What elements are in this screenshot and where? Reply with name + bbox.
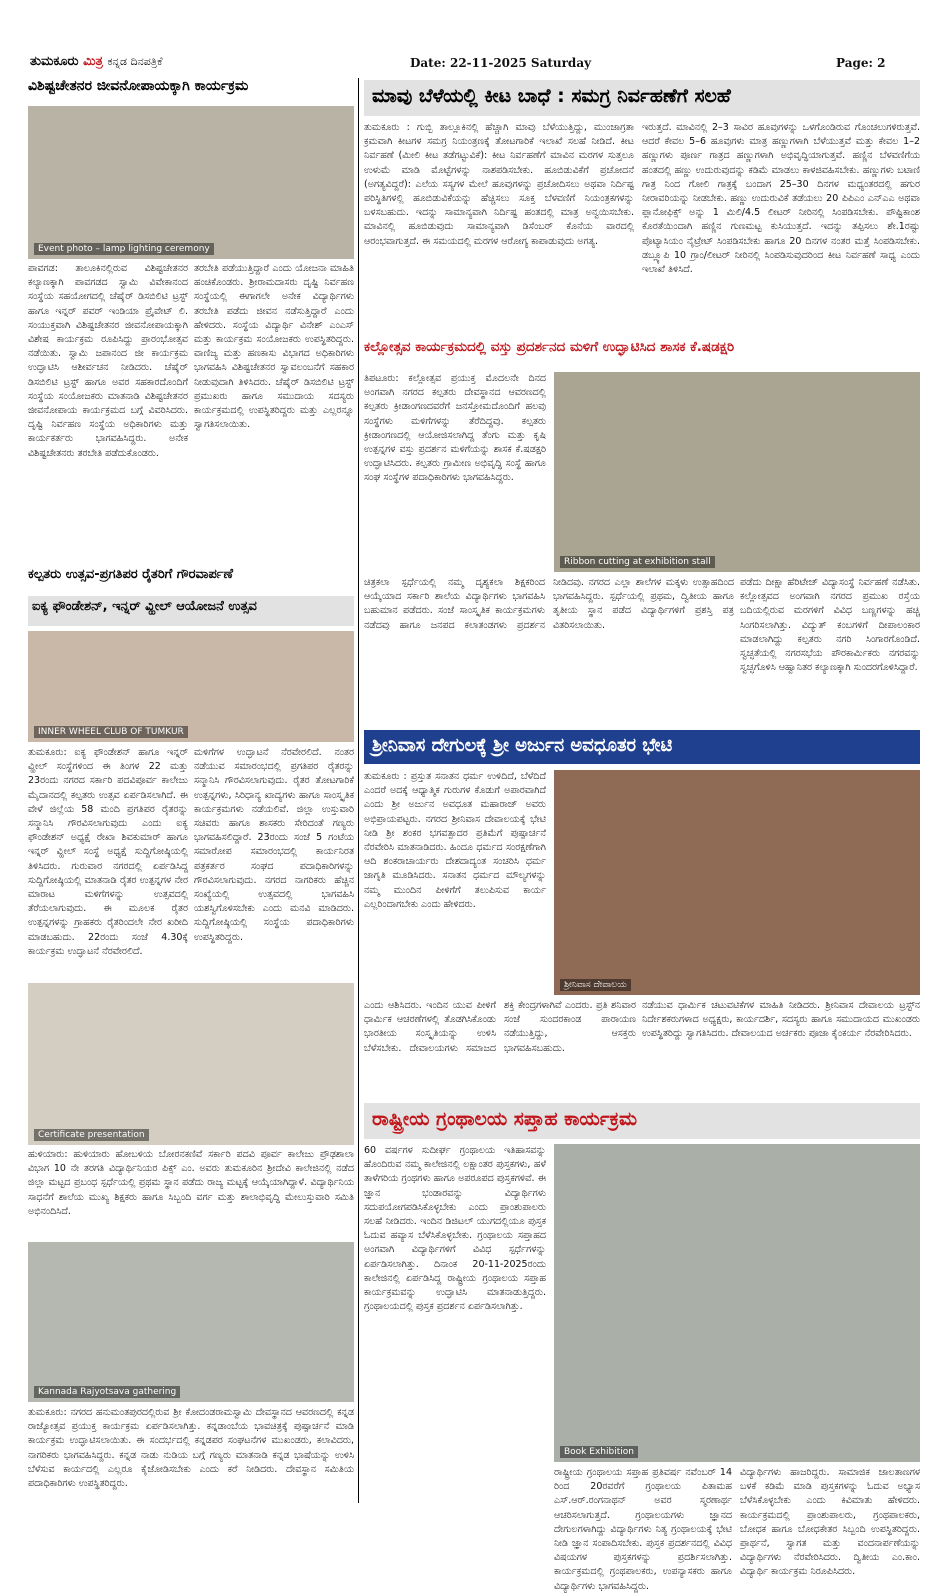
article-4-photo [28, 1242, 354, 1402]
article-8-headline: ರಾಷ್ಟ್ರೀಯ ಗ್ರಂಥಾಲಯ ಸಪ್ತಾಹ ಕಾರ್ಯಕ್ರಮ [364, 1103, 920, 1139]
article-5-body-right: ಇರುತ್ತದೆ. ಮಾವಿನಲ್ಲಿ 2–3 ಸಾವಿರ ಹೂವುಗಳನ್ನು ಒಳಗೊಂಡಿರುವ ಗೊಂಚಲುಗಳಿರುತ್ತವೆ. ಆದರೆ ಕೇವಲ 5–6 ಹೂವುಗಳು ಮಾತ್ರ ಹಣ್ಣುಗಳಾಗಿ ಬೆಳೆಯುತ್ತವೆ ಮತ್ತು ಕೇವಲ 1–2 ಹಣ್ಣುಗಳು ಪೂರ್ಣ ಗಾತ್ರದ ಹಣ್ಣುಗಳಾಗಿ ಅಭಿವೃದ್ಧಿಯಾಗುತ್ತವೆ. ಹಣ್ಣಿನ ಬೆಳವಣಿಗೆಯ ಹಂತದಲ್ಲಿ ಹಣ್ಣು ಉದುರುವುದನ್ನು ಕಡಿಮೆ ಮಾಡಲು ಕಾಳಜಿವಹಿಸಬೇಕು. ಹಣ್ಣುಗಳು ಬಟಾಣಿ ಗಾತ್ರ ನಿಂದ ಗೋಲಿ ಗಾತ್ರಕ್ಕೆ ಬಂದಾಗ 25–30 ದಿನಗಳ ಮಧ್ಯಂತರದಲ್ಲಿ ಹಗುರ ನೀರಾವರಿಯನ್ನು ನೀಡಬೇಕು. ಹಣ್ಣು ಉದುರುವಿಕೆ ತಡೆಯಲು 20 ಪಿಪಿಎಂ ಎನ್‌ಎಎ ಅಥವಾ ಪ್ಲಾನೋಫಿಕ್ಸ್ ಅನ್ನು 1 ಮಿಲಿ/4.5 ಲೀಟರ್ ನೀರಿನಲ್ಲಿ ಸಿಂಪಡಿಸಬೇಕು. ಪೌಷ್ಟಿಕಾಂಶ ಕೊರತೆಯಿಂದಾಗಿ ಹಣ್ಣಿನ ಗುಣಮಟ್ಟ ಕುಸಿಯುತ್ತದೆ. ಇದನ್ನು ತಪ್ಪಿಸಲು ಶೇ.1ರಷ್ಟು ಪೊಟ್ಯಾಸಿಯಂ ನೈಟ್ರೇಟ್ ಸಿಂಪಡಿಸಬೇಕು ಹಾಗೂ 20 ದಿನಗಳ ನಂತರ ಮತ್ತೆ ಸಿಂಪಡಿಸಬೇಕು. ಡಬ್ಲ್ಯೂಪಿ 10 ಗ್ರಾಂ/ಲೀಟರ್ ನೀರಿನಲ್ಲಿ ಸಿಂಪಡಿಸುವುದರಿಂದ ಕೀಟ ನಿರ್ವಹಣೆ ಸಾಧ್ಯ ಎಂದು ಇಲಾಖೆ ತಿಳಿಸಿದೆ. [642, 122, 920, 276]
page-header [0, 0, 945, 78]
masthead [30, 54, 163, 69]
article-1-body-left: ಪಾವಗಡ: ತಾಲೂಕಿನಲ್ಲಿರುವ ವಿಶಿಷ್ಟಚೇತನರ ಕಲ್ಯಾಣಕ್ಕಾಗಿ ಪಾವಗಡದ ಸ್ವಾಮಿ ವಿವೇಕಾನಂದ ಸಂಸ್ಥೆಯ ಸಹಯೋಗದಲ್ಲಿ ಚೆಷೈರ್ ಡಿಸಬಿಲಿಟಿ ಟ್ರಸ್ಟ್ ಹಾಗೂ ಇನ್ನರ್ ಪವರ್ ಇಂಡಿಯಾ ಪ್ರೈವೇಟ್ ಲಿ. ಸಂಯುಕ್ತವಾಗಿ ವಿಶಿಷ್ಟಚೇತನರ ಜೀವನೋಪಾಯಕ್ಕಾಗಿ ವಿಶೇಷ ಕಾರ್ಯಕ್ರಮ ರೂಪಿಸಿದ್ದು ಪ್ರಾರಂಭೋತ್ಸವ ನಡೆಯಿತು. ಸ್ವಾಮಿ ಜಪಾನಂದ ಜೀ ಕಾರ್ಯಕ್ರಮ ಉದ್ಘಾಟಿಸಿ ಆಶೀರ್ವಚನ ನೀಡಿದರು. ಚೆಷೈರ್ ಡಿಸಬಿಲಿಟಿ ಟ್ರಸ್ಟ್ ಹಾಗೂ ಅವರ ಸಹಕಾರದೊಂದಿಗೆ ಸಂಸ್ಥೆಯ ಸಂಯೋಜಕರು ಮಾತನಾಡಿ ವಿಶಿಷ್ಟಚೇತನರ ಜೀವನೋಪಾಯ ಕಾರ್ಯಕ್ರಮದ ಬಗ್ಗೆ ವಿವರಿಸಿದರು. ದೃಷ್ಟಿ ನಿರ್ವಹಣ ಸಂಸ್ಥೆಯ ಅಧಿಕಾರಿಗಳು ಮತ್ತು ಕಾರ್ಯಕರ್ತರು ಭಾಗವಹಿಸಿದ್ದರು. ಅನೇಕ ವಿಶಿಷ್ಟಚೇತನರು ತರಬೇತಿ ಪಡೆದುಕೊಂಡರು. [28, 263, 188, 459]
column-divider [358, 78, 359, 1503]
photo-caption: Certificate presentation [34, 1129, 149, 1141]
photo-caption: Ribbon cutting at exhibition stall [560, 556, 715, 568]
article-2-headline: ಕಲ್ಪತರು ಉತ್ಸವ-ಪ್ರಗತಿಪರ ರೈತರಿಗೆ ಗೌರವಾರ್ಪಣೆ [28, 567, 233, 582]
article-8-body-mid: ರಾಷ್ಟ್ರೀಯ ಗ್ರಂಥಾಲಯ ಸಪ್ತಾಹ ಪ್ರತಿವರ್ಷ ನವೆಂಬರ್ 14 ರಿಂದ 20ರವರೆಗೆ ಗ್ರಂಥಾಲಯ ಪಿತಾಮಹ ಎಸ್.ಆರ್.ರಂಗನಾಥನ್ ಅವರ ಸ್ಮರಣಾರ್ಥ ಆಚರಿಸಲಾಗುತ್ತದೆ. ಗ್ರಂಥಾಲಯಗಳು ಜ್ಞಾನದ ದೇಗುಲಗಳಾಗಿದ್ದು ವಿದ್ಯಾರ್ಥಿಗಳು ನಿತ್ಯ ಗ್ರಂಥಾಲಯಕ್ಕೆ ಭೇಟಿ ನೀಡಿ ಜ್ಞಾನ ಸಂಪಾದಿಸಬೇಕು. ಪುಸ್ತಕ ಪ್ರದರ್ಶನದಲ್ಲಿ ವಿವಿಧ ವಿಷಯಗಳ ಪುಸ್ತಕಗಳನ್ನು ಪ್ರದರ್ಶಿಸಲಾಗಿತ್ತು. ಕಾರ್ಯಕ್ರಮದಲ್ಲಿ ಗ್ರಂಥಪಾಲಕರು, ಉಪನ್ಯಾಸಕರು ಹಾಗೂ ವಿದ್ಯಾರ್ಥಿಗಳು ಭಾಗವಹಿಸಿದ್ದರು. [554, 1467, 732, 1592]
masthead-accent: ಮಿತ್ರ [83, 54, 103, 69]
page-number: Page: 2 [836, 56, 886, 70]
article-7-body-bottom-left: ಎಂದು ಆಶಿಸಿದರು. ಇಂದಿನ ಯುವ ಪೀಳಿಗೆ ಧಾರ್ಮಿಕ ಆಚರಣೆಗಳಲ್ಲಿ ತೊಡಗಿಸಿಕೊಂಡು ಭಾರತೀಯ ಸಂಸ್ಕೃತಿಯನ್ನು ಉಳಿಸಿ ಬೆಳೆಸಬೇಕು. ದೇವಾಲಯಗಳು ಸಮಾಜದ ಶಕ್ತಿ ಕೇಂದ್ರಗಳಾಗಿವೆ ಎಂದರು. ಪ್ರತಿ ಶನಿವಾರ ಸಂಜೆ ಸುಂದರಕಾಂಡ ಪಾರಾಯಣ ನಡೆಯುತ್ತಿದ್ದು, ಆಸಕ್ತರು ಭಾಗವಹಿಸಬಹುದು. [364, 1000, 636, 1054]
masthead-sub: ಕನ್ನಡ ದಿನಪತ್ರಿಕೆ [107, 55, 163, 68]
article-6-photo [554, 372, 920, 572]
photo-caption: INNER WHEEL CLUB OF TUMKUR [34, 726, 188, 738]
article-2-photo [28, 631, 354, 742]
masthead-prefix: ತುಮಕೂರು [30, 54, 79, 69]
article-6-body-right: ಪಡೆದು ದೀಕ್ಷಾ ಹೆರಿಟೇಜ್ ವಿದ್ಯಾಸಂಸ್ಥೆ ನಿರ್ವಹಣೆ ನಡೆಸಿತು. ಕಲ್ಲೋತ್ಸವದ ಅಂಗವಾಗಿ ನಗರದ ಪ್ರಮುಖ ರಸ್ತೆಯ ಬದಿಯಲ್ಲಿರುವ ಮರಗಳಿಗೆ ವಿವಿಧ ಬಣ್ಣಗಳನ್ನು ಹಚ್ಚಿ ಸಿಂಗರಿಸಲಾಗಿತ್ತು. ವಿದ್ಯುತ್ ಕಂಬಗಳಿಗೆ ದೀಪಾಲಂಕಾರ ಮಾಡಲಾಗಿದ್ದು ಕಲ್ಪತರು ನಗರಿ ಸಿಂಗಾರಗೊಂಡಿದೆ. ಸ್ವಚ್ಛತೆಯಲ್ಲಿ ನಗರಸಭೆಯ ಪೌರಕಾರ್ಮಿಕರು ನಗರವನ್ನು ಸ್ವಚ್ಛಗೊಳಿಸಿ ಆಹ್ವಾನಿತರ ಕಲ್ಯಾಣಕ್ಕಾಗಿ ಸುಂದರಗೊಳಿಸಿದ್ದಾರೆ. [740, 577, 920, 674]
article-3-photo [28, 983, 354, 1145]
photo-caption: Book Exhibition [560, 1446, 638, 1458]
article-7-headline: ಶ್ರೀನಿವಾಸ ದೇಗುಲಕ್ಕೆ ಶ್ರೀ ಅರ್ಜುನ ಅವಧೂತರ ಭೇಟಿ [364, 730, 920, 764]
photo-caption: ಶ್ರೀನಿವಾಸ ದೇವಾಲಯ [560, 979, 631, 991]
article-1-headline: ವಿಶಿಷ್ಟಚೇತನರ ಜೀವನೋಪಾಯಕ್ಕಾಗಿ ಕಾರ್ಯಕ್ರಮ [28, 78, 249, 94]
article-7-photo [554, 770, 920, 995]
photo-caption: Event photo – lamp lighting ceremony [34, 243, 214, 255]
article-2-body-left: ತುಮಕೂರು: ಐಕ್ಯ ಫೌಂಡೇಶನ್ ಹಾಗೂ ಇನ್ನರ್ ವ್ಹೀಲ್ ಸಂಸ್ಥೆಗಳಿಂದ ಈ ತಿಂಗಳ 22 ಮತ್ತು 23ರಂದು ನಗರದ ಸರ್ಕಾರಿ ಪದವಿಪೂರ್ವ ಕಾಲೇಜು ಮೈದಾನದಲ್ಲಿ ಕಲ್ಪತರು ಉತ್ಸವ ಏರ್ಪಡಿಸಲಾಗಿದೆ. ಈ ವೇಳೆ ಜಿಲ್ಲೆಯ 58 ಮಂದಿ ಪ್ರಗತಿಪರ ರೈತರನ್ನು ಸನ್ಮಾನಿಸಿ ಗೌರವಿಸಲಾಗುವುದು ಎಂದು ಐಕ್ಯ ಫೌಂಡೇಶನ್ ಅಧ್ಯಕ್ಷೆ ರೇಖಾ ಶಿವಕುಮಾರ್ ಹಾಗೂ ಇನ್ನರ್ ವ್ಹೀಲ್ ಸಂಸ್ಥೆ ಅಧ್ಯಕ್ಷೆ ಸುದ್ದಿಗೋಷ್ಠಿಯಲ್ಲಿ ತಿಳಿಸಿದರು. ಗುರುವಾರ ನಗರದಲ್ಲಿ ಏರ್ಪಡಿಸಿದ್ದ ಸುದ್ದಿಗೋಷ್ಠಿಯಲ್ಲಿ ಮಾತನಾಡಿ ರೈತರ ಉತ್ಪನ್ನಗಳ ನೇರ ಮಾರಾಟ ಮಳಿಗೆಗಳನ್ನು ಉತ್ಸವದಲ್ಲಿ ತೆರೆಯಲಾಗುವುದು. ಈ ಮೂಲಕ ರೈತರ ಉತ್ಪನ್ನಗಳನ್ನು ಗ್ರಾಹಕರು ರೈತರಿಂದಲೇ ನೇರ ಖರೀದಿ ಮಾಡಬಹುದು. 22ರಂದು ಸಂಜೆ 4.30ಕ್ಕೆ ಕಾರ್ಯಕ್ರಮ ಉದ್ಘಾಟನೆ ನೆರವೇರಲಿದೆ. [28, 747, 188, 957]
article-8-body-right: ವಿದ್ಯಾರ್ಥಿಗಳು ಹಾಜರಿದ್ದರು. ಸಾಮಾಜಿಕ ಜಾಲತಾಣಗಳ ಬಳಕೆ ಕಡಿಮೆ ಮಾಡಿ ಪುಸ್ತಕಗಳನ್ನು ಓದುವ ಅಭ್ಯಾಸ ಬೆಳೆಸಿಕೊಳ್ಳಬೇಕು ಎಂದು ಕಿವಿಮಾತು ಹೇಳಿದರು. ಕಾರ್ಯಕ್ರಮದಲ್ಲಿ ಪ್ರಾಂಶುಪಾಲರು, ಗ್ರಂಥಪಾಲಕರು, ಬೋಧಕ ಹಾಗೂ ಬೋಧಕೇತರ ಸಿಬ್ಬಂದಿ ಉಪಸ್ಥಿತರಿದ್ದರು. ಪ್ರಾರ್ಥನೆ, ಸ್ವಾಗತ ಮತ್ತು ವಂದನಾರ್ಪಣೆಯನ್ನು ವಿದ್ಯಾರ್ಥಿಗಳು ನೆರವೇರಿಸಿದರು. ದ್ವಿತೀಯ ಎಂ.ಕಾಂ. ವಿದ್ಯಾರ್ಥಿ ಕಾರ್ಯಕ್ರಮ ನಿರೂಪಿಸಿದರು. [740, 1467, 920, 1578]
article-6-body-mid: ಚಿತ್ರಕಲಾ ಸ್ಪರ್ಧೆಯಲ್ಲಿ ನಮ್ಮ ದೃಶ್ಯಕಲಾ ಶಿಕ್ಷಕರಿಂದ ಆಯ್ಕೆಯಾದ ಸರ್ಕಾರಿ ಶಾಲೆಯ ವಿದ್ಯಾರ್ಥಿಗಳು ಭಾಗವಹಿಸಿ ಬಹುಮಾನ ಪಡೆದರು. ಸಂಜೆ ಸಾಂಸ್ಕೃತಿಕ ಕಾರ್ಯಕ್ರಮಗಳು ನಡೆದವು ಹಾಗೂ ಜನಪದ ಕಲಾತಂಡಗಳು ಪ್ರದರ್ಶನ ನೀಡಿದವು. ನಗರದ ಎಲ್ಲಾ ಶಾಲೆಗಳ ಮಕ್ಕಳು ಉತ್ಸಾಹದಿಂದ ಭಾಗವಹಿಸಿದ್ದರು. ಸ್ಪರ್ಧೆಯಲ್ಲಿ ಪ್ರಥಮ, ದ್ವಿತೀಯ ಹಾಗೂ ತೃತೀಯ ಸ್ಥಾನ ಪಡೆದ ವಿದ್ಯಾರ್ಥಿಗಳಿಗೆ ಪ್ರಶಸ್ತಿ ಪತ್ರ ವಿತರಿಸಲಾಯಿತು. [364, 577, 734, 631]
photo-caption: Kannada Rajyotsava gathering [34, 1386, 180, 1398]
article-4-body: ತುಮಕೂರು: ನಗರದ ಹನುಮಂತಪುರದಲ್ಲಿರುವ ಶ್ರೀ ಕೋದಂಡರಾಮಸ್ವಾಮಿ ದೇವಸ್ಥಾನದ ಆವರಣದಲ್ಲಿ ಕನ್ನಡ ರಾಜ್ಯೋತ್ಸವ ಪ್ರಯುಕ್ತ ಕಾರ್ಯಕ್ರಮ ಏರ್ಪಡಿಸಲಾಗಿತ್ತು. ಕನ್ನಡಾಂಬೆಯ ಭಾವಚಿತ್ರಕ್ಕೆ ಪುಷ್ಪಾರ್ಚನೆ ಮಾಡಿ ಕಾರ್ಯಕ್ರಮ ಉದ್ಘಾಟಿಸಲಾಯಿತು. ಈ ಸಂದರ್ಭದಲ್ಲಿ ಕನ್ನಡಪರ ಸಂಘಟನೆಗಳ ಮುಖಂಡರು, ಕಲಾವಿದರು, ನಾಗರಿಕರು ಭಾಗವಹಿಸಿದ್ದರು. ಕನ್ನಡ ನಾಡು ನುಡಿಯ ಬಗ್ಗೆ ಗಣ್ಯರು ಮಾತನಾಡಿ ಕನ್ನಡ ಭಾಷೆಯನ್ನು ಉಳಿಸಿ ಬೆಳೆಸುವ ಕಾರ್ಯದಲ್ಲಿ ಎಲ್ಲರೂ ಕೈಜೋಡಿಸಬೇಕು ಎಂದು ಕರೆ ನೀಡಿದರು. ದೇವಸ್ಥಾನ ಸಮಿತಿಯ ಪದಾಧಿಕಾರಿಗಳು ಉಪಸ್ಥಿತರಿದ್ದರು. [28, 1407, 354, 1490]
article-2-body-right: ಮಳಿಗೆಗಳ ಉದ್ಘಾಟನೆ ನೆರವೇರಲಿದೆ. ನಂತರ ನಡೆಯುವ ಸಮಾರಂಭದಲ್ಲಿ ಪ್ರಗತಿಪರ ರೈತರನ್ನು ಸನ್ಮಾನಿಸಿ ಗೌರವಿಸಲಾಗುವುದು. ರೈತರ ತೋಟಗಾರಿಕೆ ಉತ್ಪನ್ನಗಳು, ಸಿರಿಧಾನ್ಯ ಖಾದ್ಯಗಳು ಹಾಗೂ ಸಾಂಸ್ಕೃತಿಕ ಕಾರ್ಯಕ್ರಮಗಳು ನಡೆಯಲಿವೆ. ಜಿಲ್ಲಾ ಉಸ್ತುವಾರಿ ಸಚಿವರು ಹಾಗೂ ಶಾಸಕರು ಸೇರಿದಂತೆ ಗಣ್ಯರು ಭಾಗವಹಿಸಲಿದ್ದಾರೆ. 23ರಂದು ಸಂಜೆ 5 ಗಂಟೆಯ ಸಮಾರೋಪ ಸಮಾರಂಭದಲ್ಲಿ ಕಾರ್ಯನಿರತ ಪತ್ರಕರ್ತರ ಸಂಘದ ಪದಾಧಿಕಾರಿಗಳನ್ನು ಗೌರವಿಸಲಾಗುವುದು. ನಗರದ ನಾಗರಿಕರು ಹೆಚ್ಚಿನ ಸಂಖ್ಯೆಯಲ್ಲಿ ಉತ್ಸವದಲ್ಲಿ ಭಾಗವಹಿಸಿ ಯಶಸ್ವಿಗೊಳಿಸಬೇಕು ಎಂದು ಮನವಿ ಮಾಡಿದರು. ಸುದ್ದಿಗೋಷ್ಠಿಯಲ್ಲಿ ಸಂಸ್ಥೆಯ ಪದಾಧಿಕಾರಿಗಳು ಉಪಸ್ಥಿತರಿದ್ದರು. [194, 747, 354, 943]
article-3-body: ಹುಳಿಯಾರು: ಹುಳಿಯಾರು ಹೋಬಳಿಯ ಬೋರನಕಣಿವೆ ಸರ್ಕಾರಿ ಪದವಿ ಪೂರ್ವ ಕಾಲೇಜು ಪ್ರೌಢಶಾಲಾ ವಿಭಾಗ 10 ನೇ ತರಗತಿ ವಿದ್ಯಾರ್ಥಿನಿಯರ ಪಿಕ್ಸ್ ಎಂ. ಅವರು ತುಮಕೂರಿನ ಶ್ರೀದೇವಿ ಕಾಲೇಜಿನಲ್ಲಿ ನಡೆದ ಜಿಲ್ಲಾ ಮಟ್ಟದ ಪ್ರಬಂಧ ಸ್ಪರ್ಧೆಯಲ್ಲಿ ಪ್ರಥಮ ಸ್ಥಾನ ಪಡೆದು ರಾಜ್ಯ ಮಟ್ಟಕ್ಕೆ ಆಯ್ಕೆಯಾಗಿದ್ದಾಳೆ. ವಿದ್ಯಾರ್ಥಿನಿಯ ಸಾಧನೆಗೆ ಶಾಲೆಯ ಮುಖ್ಯ ಶಿಕ್ಷಕರು ಹಾಗೂ ಸಿಬ್ಬಂದಿ ವರ್ಗ ಮತ್ತು ಶಾಲಾಭಿವೃದ್ಧಿ ಮೇಲುಸ್ತುವಾರಿ ಸಮಿತಿ ಅಭಿನಂದಿಸಿದೆ. [28, 1149, 354, 1217]
article-1-photo [28, 106, 354, 259]
article-1-body-right: ತರಬೇತಿ ಪಡೆಯುತ್ತಿದ್ದಾರೆ ಎಂದು ಯೋಜನಾ ಮಾಹಿತಿ ಹಂಚಿಕೊಂಡರು. ಶ್ರೀರಾಮದಾಸರು ದೃಷ್ಟಿ ನಿರ್ವಹಣ ಸಂಸ್ಥೆಯಲ್ಲಿ ಈಗಾಗಲೇ ಅನೇಕ ವಿದ್ಯಾರ್ಥಿಗಳು ತರಬೇತಿ ಪಡೆದು ಜೀವನ ನಡೆಸುತ್ತಿದ್ದಾರೆ ಎಂದು ಹೇಳಿದರು. ಸಂಸ್ಥೆಯ ವಿದ್ಯಾರ್ಥಿ ವಿನೇಶ್ ಎಂಎಸ್ ಮತ್ತು ಕಾರ್ಯಕ್ರಮ ಸಂಯೋಜಕರು ಉಪಸ್ಥಿತರಿದ್ದರು. ವಾಣಿಜ್ಯ ಮತ್ತು ಹಣಕಾಸು ವಿಭಾಗದ ಅಧಿಕಾರಿಗಳು ಭಾಗವಹಿಸಿ ವಿಶಿಷ್ಟಚೇತನರ ಸ್ವಾವಲಂಬನೆಗೆ ಸಹಕಾರ ನೀಡುವುದಾಗಿ ತಿಳಿಸಿದರು. ಚೆಷೈರ್ ಡಿಸಬಿಲಿಟಿ ಟ್ರಸ್ಟ್ ಪ್ರಮುಖರು ಹಾಗೂ ಸಮುದಾಯ ಸದಸ್ಯರು ಕಾರ್ಯಕ್ರಮದಲ್ಲಿ ಉಪಸ್ಥಿತರಿದ್ದರು ಮತ್ತು ಎಲ್ಲರನ್ನೂ ಸ್ವಾಗತಿಸಲಾಯಿತು. [194, 263, 354, 431]
article-5-body-left: ತುಮಕೂರು : ಗುಬ್ಬಿ ತಾಲ್ಲೂಕಿನಲ್ಲಿ ಹೆಚ್ಚಾಗಿ ಮಾವು ಬೆಳೆಯುತ್ತಿದ್ದು, ಮುಂಜಾಗ್ರತಾ ಕ್ರಮವಾಗಿ ಕೀಟಗಳ ಸಮಗ್ರ ನಿಯಂತ್ರಣಕ್ಕೆ ತೋಟಗಾರಿಕೆ ಇಲಾಖೆ ಸಲಹೆ ನೀಡಿದೆ. ಕೀಟ ನಿರ್ವಹಣೆ (ಮೀಲಿ ಕೀಟ ತಡೆಗಟ್ಟುವಿಕೆ): ಕೀಟ ನಿರ್ವಹಣೆಗೆ ಮಾವಿನ ಮರಗಳ ಸುತ್ತಲೂ ಉಳುಮೆ ಮಾಡಿ ಮೊಟ್ಟೆಗಳನ್ನು ನಾಶಪಡಿಸಬೇಕು. ಹೂಬಿಡುವಿಕೆಗೆ ಪ್ರಚೋದನೆ (ಅಗತ್ಯವಿದ್ದರೆ): ಎಲೆಯ ಸಸ್ಯಗಳ ಮೇಲೆ ಹೂವುಗಳನ್ನು ಪ್ರಚೋದಿಸಲು ಅಥವಾ ನಿರ್ದಿಷ್ಟ ಪರಿಸ್ಥಿತಿಗಳಲ್ಲಿ ಹೂಬಿಡುವಿಕೆಯನ್ನು ಹೆಚ್ಚಿಸಲು ಸೂಕ್ತ ಬೆಳವಣಿಗೆ ನಿಯಂತ್ರಕಗಳನ್ನು ಬಳಸಬಹುದು. ಇದನ್ನು ಸಾಮಾನ್ಯವಾಗಿ ನಿರ್ದಿಷ್ಟ ಹಂತದಲ್ಲಿ ಮಾತ್ರ ಅನ್ವಯಿಸಬೇಕು. ಮಾವಿನಲ್ಲಿ ಹೂಬಿಡುವುದು ಸಾಮಾನ್ಯವಾಗಿ ಡಿಸೆಂಬರ್ ಕೊನೆಯ ವಾರದಲ್ಲಿ ಆರಂಭವಾಗುತ್ತದೆ. ಈ ಸಮಯದಲ್ಲಿ ಮರಗಳ ಆರೋಗ್ಯ ಕಾಪಾಡುವುದು ಅಗತ್ಯ. [364, 122, 634, 247]
article-5-headline: ಮಾವು ಬೆಳೆಯಲ್ಲಿ ಕೀಟ ಬಾಧೆ : ಸಮಗ್ರ ನಿರ್ವಹಣೆಗೆ ಸಲಹೆ [364, 80, 920, 116]
article-2-subhead: ಐಕ್ಯ ಫೌಂಡೇಶನ್, ಇನ್ನರ್ ವ್ಹೀಲ್ ಆಯೋಜನೆ ಉತ್ಸವ [28, 596, 354, 626]
article-6-headline: ಕಲ್ಲೋತ್ಸವ ಕಾರ್ಯಕ್ರಮದಲ್ಲಿ ವಸ್ತು ಪ್ರದರ್ಶನದ ಮಳಿಗೆ ಉದ್ಘಾಟಿಸಿದ ಶಾಸಕ ಕೆ.ಷಡಕ್ಷರಿ [364, 339, 735, 355]
article-7-body-top: ತುಮಕೂರು : ಪ್ರಸ್ತುತ ಸನಾತನ ಧರ್ಮ ಉಳಿದಿದೆ, ಬೆಳೆದಿದೆ ಎಂದರೆ ಅದಕ್ಕೆ ಆಧ್ಯಾತ್ಮಿಕ ಗುರುಗಳ ಕೊಡುಗೆ ಅಪಾರವಾಗಿದೆ ಎಂದು ಶ್ರೀ ಅರ್ಜುನ ಅವಧೂತ ಮಹಾರಾಜ್ ಅವರು ಅಭಿಪ್ರಾಯಪಟ್ಟರು. ನಗರದ ಶ್ರೀನಿವಾಸ ದೇವಾಲಯಕ್ಕೆ ಭೇಟಿ ನೀಡಿ ಶ್ರೀ ಶಂಕರ ಭಗವತ್ಪಾದರ ಪ್ರತಿಮೆಗೆ ಪುಷ್ಪಾರ್ಚನೆ ನೆರವೇರಿಸಿ ಮಾತನಾಡಿದರು. ಹಿಂದೂ ಧರ್ಮದ ಸಂರಕ್ಷಣೆಗಾಗಿ ಆದಿ ಶಂಕರಾಚಾರ್ಯರು ದೇಶದಾದ್ಯಂತ ಸಂಚರಿಸಿ ಧರ್ಮ ಜಾಗೃತಿ ಮೂಡಿಸಿದರು. ಸನಾತನ ಧರ್ಮದ ಮೌಲ್ಯಗಳನ್ನು ನಮ್ಮ ಮುಂದಿನ ಪೀಳಿಗೆಗೆ ತಲುಪಿಸುವ ಕಾರ್ಯ ಎಲ್ಲರಿಂದಾಗಬೇಕು ಎಂದು ಹೇಳಿದರು. [364, 771, 546, 910]
issue-date: Date: 22-11-2025 Saturday [410, 56, 592, 70]
article-6-body-top: ತಿಪಟೂರು: ಕಲ್ಲೋತ್ಸವ ಪ್ರಯುಕ್ತ ಮೊದಲನೇ ದಿನದ ಅಂಗವಾಗಿ ನಗರದ ಕಲ್ಪತರು ದೇವಸ್ಥಾನದ ಆವರಣದಲ್ಲಿ ಕಲ್ಪತರು ಕ್ರೀಡಾಂಗಣದವರೆಗೆ ಜನಸ್ತೋಮದೊಂದಿಗೆ ಹಲವು ಸಂಸ್ಥೆಗಳು ಮಳಿಗೆಗಳನ್ನು ತೆರೆದಿದ್ದವು. ಕಲ್ಪತರು ಕ್ರೀಡಾಂಗಣದಲ್ಲಿ ಆಯೋಜಿಸಲಾಗಿದ್ದ ತೆಂಗು ಮತ್ತು ಕೃಷಿ ಉತ್ಪನ್ನಗಳ ವಸ್ತು ಪ್ರದರ್ಶನ ಮಳಿಗೆಯನ್ನು ಶಾಸಕ ಕೆ.ಷಡಕ್ಷರಿ ಉದ್ಘಾಟಿಸಿದರು. ಕಲ್ಪತರು ಗ್ರಾಮೀಣ ಅಭಿವೃದ್ಧಿ ಸಂಸ್ಥೆ ಹಾಗೂ ಸಂಘ ಸಂಸ್ಥೆಗಳ ಪದಾಧಿಕಾರಿಗಳು ಭಾಗವಹಿಸಿದ್ದರು. [364, 373, 546, 484]
article-7-body-bottom-right: ನಡೆಯುವ ಧಾರ್ಮಿಕ ಚಟುವಟಿಕೆಗಳ ಮಾಹಿತಿ ನೀಡಿದರು. ಶ್ರೀನಿವಾಸ ದೇವಾಲಯ ಟ್ರಸ್ಟ್‌ನ ನಿರ್ದೇಶಕರುಗಳಾದ ಅಧ್ಯಕ್ಷರು, ಕಾರ್ಯದರ್ಶಿ, ಸದಸ್ಯರು ಹಾಗೂ ಸಮುದಾಯದ ಮುಖಂಡರು ಉಪಸ್ಥಿತರಿದ್ದು ಸ್ವಾಗತಿಸಿದರು. ದೇವಾಲಯದ ಅರ್ಚಕರು ಪೂಜಾ ಕೈಂಕರ್ಯ ನೆರವೇರಿಸಿದರು. [642, 1000, 920, 1040]
article-8-photo [554, 1144, 920, 1462]
article-8-body-left: 60 ವರ್ಷಗಳ ಸುದೀರ್ಘ ಗ್ರಂಥಾಲಯ ಇತಿಹಾಸವನ್ನು ಹೊಂದಿರುವ ನಮ್ಮ ಕಾಲೇಜಿನಲ್ಲಿ ಲಕ್ಷಾಂತರ ಪುಸ್ತಕಗಳು, ಹಳೆ ತಾಳೆಗರಿಯ ಗ್ರಂಥಗಳು ಹಾಗೂ ಅಪರೂಪದ ಪುಸ್ತಕಗಳಿವೆ. ಈ ಜ್ಞಾನ ಭಂಡಾರವನ್ನು ವಿದ್ಯಾರ್ಥಿಗಳು ಸದುಪಯೋಗಪಡಿಸಿಕೊಳ್ಳಬೇಕು ಎಂದು ಪ್ರಾಂಶುಪಾಲರು ಸಲಹೆ ನೀಡಿದರು. ಇಂದಿನ ಡಿಜಿಟಲ್ ಯುಗದಲ್ಲಿಯೂ ಪುಸ್ತಕ ಓದುವ ಹವ್ಯಾಸ ಬೆಳೆಸಿಕೊಳ್ಳಬೇಕು. ಗ್ರಂಥಾಲಯ ಸಪ್ತಾಹದ ಅಂಗವಾಗಿ ವಿದ್ಯಾರ್ಥಿಗಳಿಗೆ ವಿವಿಧ ಸ್ಪರ್ಧೆಗಳನ್ನು ಏರ್ಪಡಿಸಲಾಗಿತ್ತು. ದಿನಾಂಕ 20-11-2025ರಂದು ಕಾಲೇಜಿನಲ್ಲಿ ಏರ್ಪಡಿಸಿದ್ದ ರಾಷ್ಟ್ರೀಯ ಗ್ರಂಥಾಲಯ ಸಪ್ತಾಹ ಕಾರ್ಯಕ್ರಮವನ್ನು ಉದ್ಘಾಟಿಸಿ ಮಾತನಾಡುತ್ತಿದ್ದರು. ಗ್ರಂಥಾಲಯದಲ್ಲಿ ಪುಸ್ತಕ ಪ್ರದರ್ಶನ ಏರ್ಪಡಿಸಲಾಗಿತ್ತು. [364, 1145, 546, 1313]
